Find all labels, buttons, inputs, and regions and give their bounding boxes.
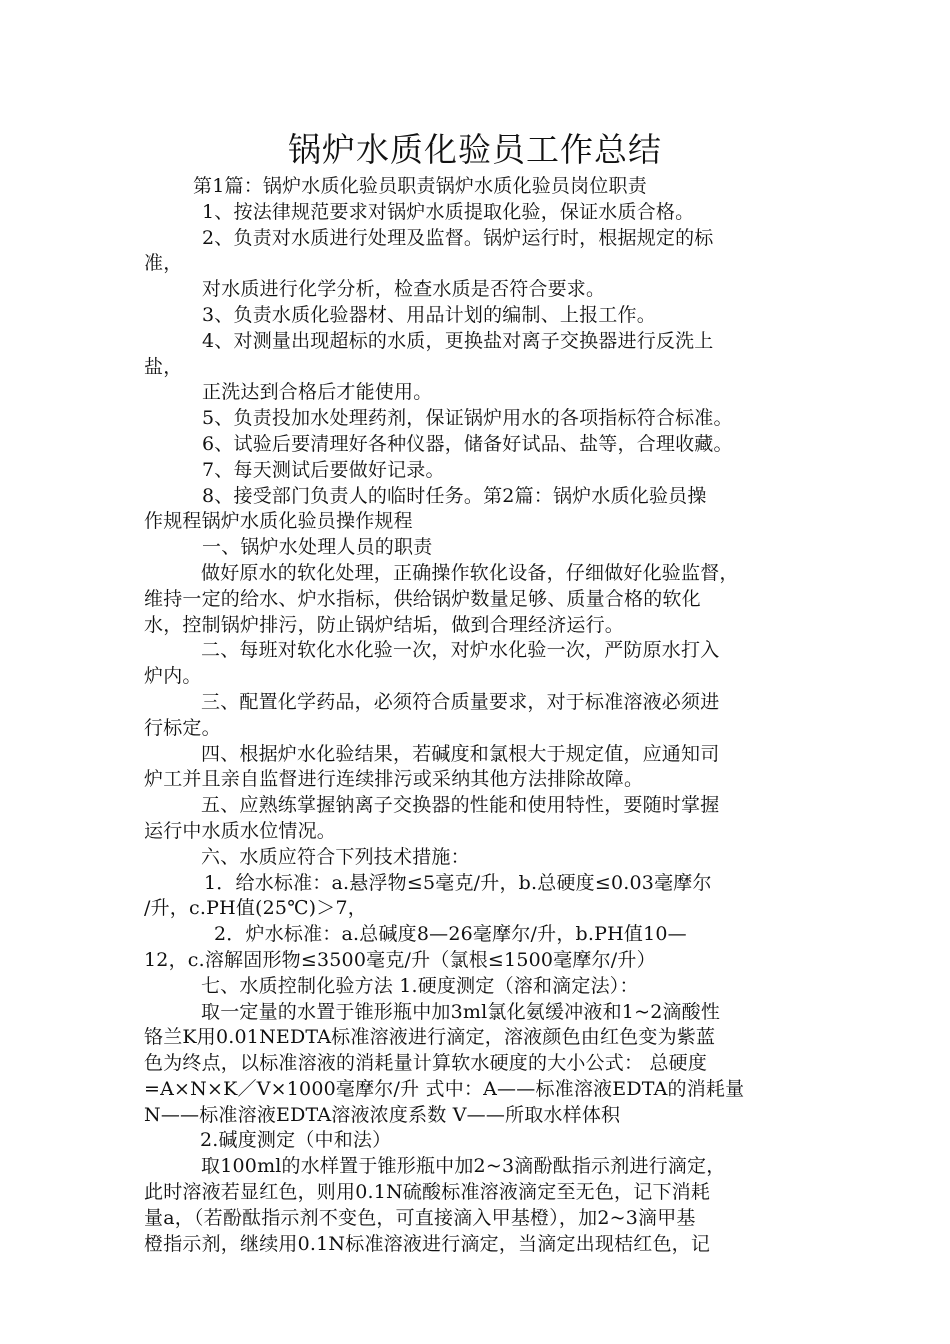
text-line: 四、根据炉水化验结果，若碱度和氯根大于规定值，应通知司 xyxy=(201,742,720,765)
text-line: 炉工并且亲自监督进行连续排污或采纳其他方法排除故障。 xyxy=(144,768,644,791)
text-line: 水，控制锅炉排污，防止锅炉结垢，做到合理经济运行。 xyxy=(144,613,625,636)
text-line: 作规程锅炉水质化验员操作规程 xyxy=(144,510,413,533)
text-line: 正洗达到合格后才能使用。 xyxy=(202,381,433,404)
text-line: 准， xyxy=(144,252,183,275)
text-line: N——标准溶液EDTA溶液浓度系数 V——所取水样体积 xyxy=(144,1103,621,1126)
text-line: 三、配置化学药品，必须符合质量要求，对于标准溶液必须进 xyxy=(201,690,720,713)
text-line: 取100ml的水样置于锥形瓶中加2~3滴酚酞指示剂进行滴定， xyxy=(201,1155,726,1178)
text-line: 取一定量的水置于锥形瓶中加3ml氯化氨缓冲液和1~2滴酸性 xyxy=(201,1000,721,1023)
text-line: 3、负责水质化验器材、用品计划的编制、上报工作。 xyxy=(202,303,656,326)
text-line: 做好原水的软化处理，正确操作软化设备，仔细做好化验监督， xyxy=(201,561,739,584)
text-line: 一、锅炉水处理人员的职责 xyxy=(202,536,433,559)
text-line: 量a，（若酚酞指示剂不变色，可直接滴入甲基橙），加2~3滴甲基 xyxy=(144,1206,696,1229)
text-line: 六、水质应符合下列技术措施： xyxy=(201,845,470,868)
document-title: 锅炉水质化验员工作总结 xyxy=(288,130,662,169)
text-line: 色为终点，以标准溶液的消耗量计算软水硬度的大小公式： 总硬度 xyxy=(144,1052,708,1075)
text-line: 1．给水标准：a.悬浮物≤5毫克/升，b.总硬度≤0.03毫摩尔 xyxy=(204,871,712,894)
text-line: 6、试验后要清理好各种仪器，储备好试品、盐等，合理收藏。 xyxy=(202,432,733,455)
text-line: 七、水质控制化验方法 1.硬度测定（溶和滴定法）： xyxy=(201,974,639,997)
text-line: =A×N×K／V×1000毫摩尔/升 式中：A——标准溶液EDTA的消耗量 xyxy=(144,1077,745,1100)
text-line: 行标定。 xyxy=(144,716,221,739)
text-line: 炉内。 xyxy=(144,665,202,688)
text-line: 五、应熟练掌握钠离子交换器的性能和使用特性，要随时掌握 xyxy=(201,794,720,817)
text-line: 第1篇：锅炉水质化验员职责锅炉水质化验员岗位职责 xyxy=(193,175,647,197)
text-line: 2、负责对水质进行处理及监督。锅炉运行时，根据规定的标 xyxy=(202,226,714,249)
text-line: 盐， xyxy=(144,355,183,378)
text-line: /升，c.PH值(25℃)＞7， xyxy=(144,897,367,920)
text-line: 2.碱度测定（中和法） xyxy=(200,1129,392,1152)
text-line: 5、负责投加水处理药剂，保证锅炉用水的各项指标符合标准。 xyxy=(202,407,733,430)
document-body xyxy=(144,174,812,1257)
text-line: 二、每班对软化水化验一次，对炉水化验一次，严防原水打入 xyxy=(201,639,720,662)
text-line: 铬兰K用0.01NEDTA标准溶液进行滴定，溶液颜色由红色变为紫蓝 xyxy=(144,1026,716,1049)
text-line: 对水质进行化学分析，检查水质是否符合要求。 xyxy=(202,278,606,301)
text-line: 4、对测量出现超标的水质，更换盐对离子交换器进行反洗上 xyxy=(202,329,714,352)
text-line: 维持一定的给水、炉水指标，供给锅炉数量足够、质量合格的软化 xyxy=(144,587,701,610)
text-line: 运行中水质水位情况。 xyxy=(144,819,337,842)
text-line: 1、按法律规范要求对锅炉水质提取化验，保证水质合格。 xyxy=(202,200,695,223)
text-line: 2．炉水标准：a.总碱度8—26毫摩尔/升，b.PH值10— xyxy=(214,923,687,946)
text-line: 橙指示剂，继续用0.1N标准溶液进行滴定，当滴定出现桔红色，记 xyxy=(144,1232,711,1255)
text-line: 8、接受部门负责人的临时任务。第2篇：锅炉水质化验员操 xyxy=(202,484,707,507)
text-line: 12，c.溶解固形物≤3500毫克/升（氯根≤1500毫摩尔/升） xyxy=(144,948,656,971)
text-line: 此时溶液若显红色，则用0.1N硫酸标准溶液滴定至无色，记下消耗 xyxy=(144,1181,711,1204)
text-line: 7、每天测试后要做好记录。 xyxy=(202,458,445,481)
